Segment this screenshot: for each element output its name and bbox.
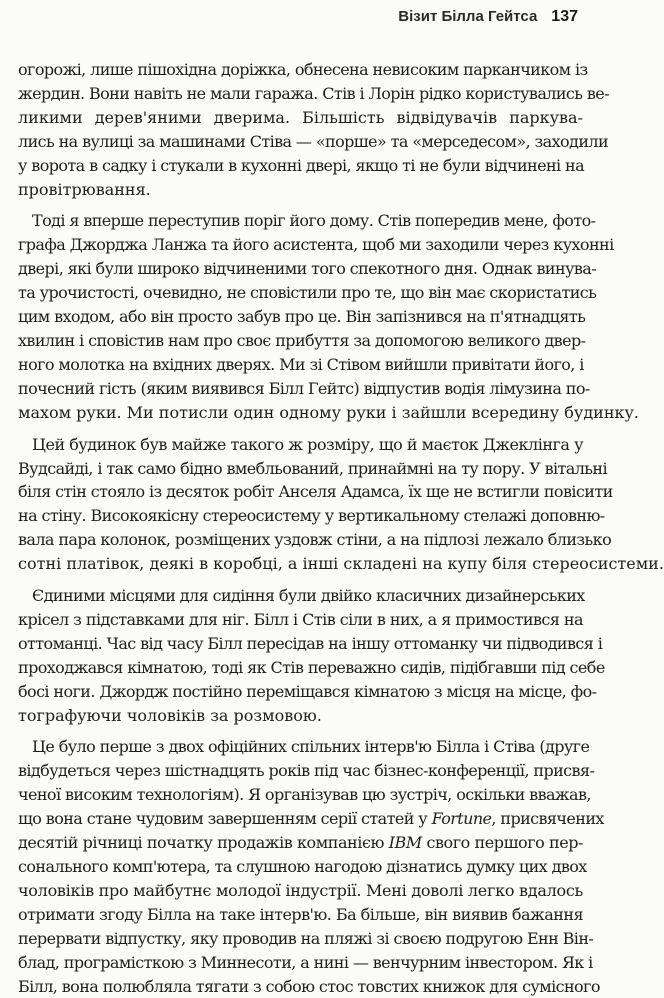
text-line: графа Джорджа Ланжа та його асистента, щоб ми заходили через кухонні [18, 235, 614, 255]
chapter-title: Візит Білла Гейтса [398, 8, 538, 25]
text-segment: що вона стане чудовим завершенням серії статей у [18, 809, 428, 829]
text-line: отримати згоду Білла на таке інтерв'ю. Ба більше, він виявив бажання [18, 904, 584, 924]
text-line: ченої високим технологіям). Я організував цю зустріч, оскільки вважав, [18, 785, 591, 805]
text-segment: , присвячених [491, 809, 604, 829]
text-line: цим входом, або він просто забув про це. Він запізнився на п'ятнадцять [18, 307, 586, 327]
text-line: ликими дерев'яними дверима. Більшість відвідувачів паркува- [18, 107, 583, 127]
text-line: відбудеться через шістнадцять років під час бізнес-конференції, присвя- [18, 761, 595, 781]
text-line: чоловіків про майбутнє молодої індустрії. Мені доволі легко вдалось [18, 880, 584, 900]
text-line: блад, програмісткою з Миннесоти, а нині — венчурним інвестором. Як і [18, 952, 593, 972]
text-line: Це було перше з двох офіційних спільних інтерв'ю Білла і Стіва (друге [32, 737, 590, 757]
text-line: проходжався кімнатою, тоді як Стів переважно сидів, підібгавши під себе [18, 657, 605, 677]
text-segment: свого першого пер- [426, 833, 584, 853]
text-line: ного молотка на вхідних дверях. Ми зі Стівом вийшли привітати його, і [18, 354, 584, 374]
text-line: хвилин і сповістив нам про своє прибуття за допомогою великого двер- [18, 330, 586, 350]
text-line: Цей будинок був майже такого ж розміру, що й маєток Джеклінга у [32, 434, 583, 454]
text-line: біля стін стояло із десяток робіт Анселя Адамса, їх ще не встигли повісити [18, 482, 613, 502]
text-line: почесний гість (яким виявився Білл Гейтс) відпустив водія лімузина по- [18, 378, 590, 398]
text-line: оттоманці. Час від часу Білл пересідав на іншу оттоманку чи підводився і [18, 633, 603, 653]
text-line: жердин. Вони навіть не мали гаража. Стів і Лорін рідко користувались ве- [18, 83, 609, 103]
text-line: Вудсайді, і так само бідно вмебльований, принаймні на ту пору. У вітальні [18, 458, 607, 478]
text-line: на стіну. Високоякісну стереосистему у вертикальному стелажі доповню- [18, 506, 605, 526]
text-line: у ворота в садку і стукали в кухонні двері, якщо ті не були відчинені на [18, 155, 585, 175]
text-line: Єдиними місцями для сидіння були двійко класичних дизайнерських [32, 586, 585, 606]
text-line: провітрювання. [18, 179, 151, 199]
italic-ibm: IBM [388, 833, 422, 853]
text-segment: десятій річниці початку продажів компанією [18, 833, 384, 853]
text-line [18, 831, 583, 855]
text-line: огорожі, лише пішохідна доріжка, обнесена невисоким парканчиком із [18, 60, 588, 79]
text-line: крісел з підставками для ніг. Білл і Стів сіли в них, а я примостився на [18, 609, 583, 629]
running-header [398, 8, 578, 26]
text-line: сотні платівок, деякі в коробці, а інші складені на купу біля стереосистеми. [18, 554, 664, 574]
text-line: тографуючи чоловіків за розмовою. [18, 705, 322, 725]
text-line [18, 807, 604, 831]
italic-fortune: Fortune [431, 809, 492, 829]
text-line: Білл, вона полюбляла тягати з собою стос товстих книжок для сумісного [18, 976, 600, 996]
text-line: лись на вулиці за машинами Стіва — «порше» та «мерседесом», заходили [18, 131, 609, 151]
page-number: 137 [551, 8, 578, 25]
text-line: двері, які були широко відчиненими того спекотного дня. Однак винува- [18, 259, 597, 279]
text-line: босі ноги. Джордж постійно переміщався кімнатою з місця на місце, фо- [18, 681, 597, 701]
body-text [18, 58, 664, 998]
text-line: сонального комп'ютера, та слушною нагодою дізнатись думку цих двох [18, 857, 587, 876]
text-line: вала пара колонок, розміщених уздовж стіни, а на підлозі лежало близько [18, 530, 612, 550]
text-line: махом руки. Ми потисли один одному руки і зайшли всередину будинку. [18, 402, 639, 422]
text-line: Тоді я вперше переступив поріг його дому. Стів попередив мене, фото- [32, 211, 596, 231]
text-line: перервати відпустку, яку проводив на пляжі зі своєю подругою Енн Він- [18, 928, 594, 948]
text-line: та урочистості, очевидно, не сповістили про те, що він має скористатись [18, 283, 597, 303]
